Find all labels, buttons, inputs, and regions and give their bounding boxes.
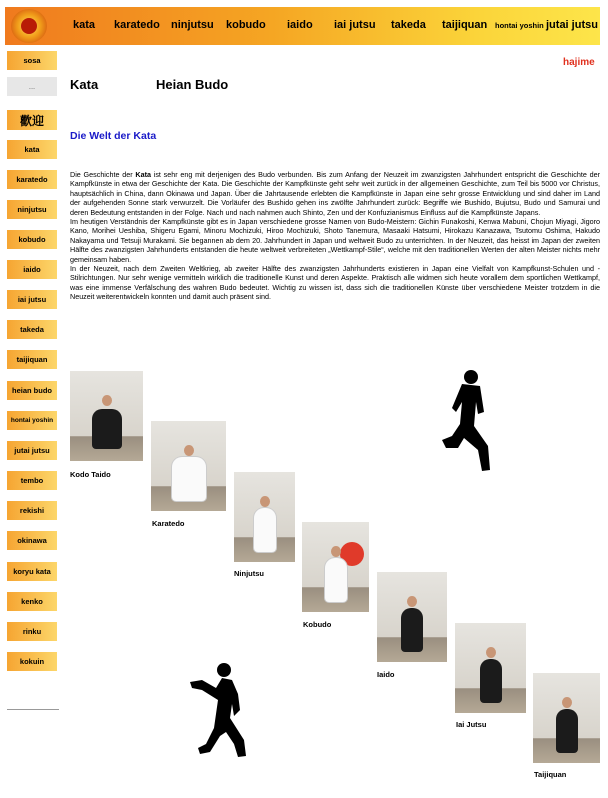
body-text	[70, 170, 600, 302]
figure-head	[184, 445, 194, 456]
page-subtitle: Heian Budo	[156, 77, 229, 92]
caption-iai-jutsu: Iai Jutsu	[456, 720, 487, 729]
figure-head	[331, 546, 341, 557]
paragraph-1-rest: ist sehr eng mit derjenigen des Budo verbunden. Bis zum Anfang der Neuzeit im zwanzigsten Jahrhundert entspricht die Geschichte der Kampfkünste in etwa der Geschichte der Kata. Die Geschichte der Kampfkünste geht sehr weit zurück in der allgemeinen Geschichte, zum Teil bis 5000 vor Christus, hauptsächlich in China, dann Okinawa und Japan. Über die Jahrtausende erlebten die Kampfkünste in Japan eine sehr grosse Entwicklung und sind daher im Land der aufgehenden Sonne stark verwurzelt. Die Vorläufer des Bushido gehen ins zwölfte Jahrhundert zurück: Begriffe wie Bushido, Bujutsu, Budo und Samurai und deren Bedeutung entstanden in der Folge. Nach und nach nahmen auch Shinto, Zen und der Konfuzianismus Einfluss auf die Kampfkünste Japans.	[70, 170, 600, 217]
photo-kodo-taido	[70, 371, 143, 461]
sidebar-item-heian-budo[interactable]: heian budo	[7, 381, 57, 400]
nav-ninjutsu[interactable]: ninjutsu	[171, 19, 214, 31]
figure	[556, 709, 578, 753]
sidebar-item-more[interactable]: ...	[7, 77, 57, 96]
sidebar-item-kobudo[interactable]: kobudo	[7, 230, 57, 249]
caption-iaido: Iaido	[377, 670, 395, 679]
page-title: Kata	[70, 77, 99, 92]
caption-taijiquan: Taijiquan	[534, 770, 567, 779]
sidebar-item-sosa[interactable]: sosa	[7, 51, 57, 70]
figure-head	[486, 647, 496, 658]
figure	[480, 659, 502, 703]
figure-head	[260, 496, 270, 507]
sidebar-item-tembo[interactable]: tembo	[7, 471, 57, 490]
sidebar-item-kenko[interactable]: kenko	[7, 592, 57, 611]
photo-ninjutsu	[234, 472, 295, 562]
nav-taijiquan[interactable]: taijiquan	[442, 19, 488, 31]
sidebar-item-karatedo[interactable]: karatedo	[7, 170, 57, 189]
top-navigation	[5, 7, 600, 45]
photo-iaido	[377, 572, 447, 662]
figure-head	[407, 596, 417, 607]
nav-hontai-yoshin[interactable]: hontai yoshin	[495, 21, 544, 30]
figure-head	[102, 395, 112, 406]
paragraph-2: Im heutigen Verständnis der Kampfkünste gibt es in Japan verschiedene grosse Namen von Budo-Meistern: Gichin Funakoshi, Kenwa Mabuni, Chojun Miyagi, Jigoro Kano, Morihei Ueshiba, Shigeru Egami, Minoru Mochizuki, Hiroo Mochizuki, Shoto Tanemura, Masaaki Hatsumi, Hirokazu Kanazawa, Tsutomu Oshima, Hakudo Nakayama und Tetsuji Murakami. Sie begannen ab dem 20. Jahrhundert in Japan und weltweit Budo zu unterrichten. In der Neuzeit, das heisst im Japan der zweiten Hälfte des zwanzigsten Jahrhunderts entstanden die heute weltweit verbreiteten „Wettkampf-Stile“, welche mit den traditionellen Werten der alten Meister nichts mehr gemeinsam haben.	[70, 217, 600, 264]
figure	[172, 457, 206, 501]
martial-artist-silhouette-icon	[438, 368, 496, 474]
figure	[92, 409, 122, 449]
sidebar-item-koryu-kata[interactable]: koryu kata	[7, 562, 57, 581]
figure	[254, 508, 276, 552]
figure-head	[562, 697, 572, 708]
nav-karatedo[interactable]: karatedo	[114, 19, 160, 31]
nav-kata[interactable]: kata	[73, 19, 96, 31]
paragraph-3: In der Neuzeit, nach dem Zweiten Weltkrieg, ab zweiter Hälfte des zwanzigsten Jahrhunderts existieren in Japan eine Vielfalt von Kampfkunst-Schulen und -Stilrichtungen. Nur sehr wenige vermitteln wirklich die traditionelle Kunst und deren Aspekte. Praktisch alle widmen sich heute vorallem dem sportlichen Wettkampf, was eine immense Verfälschung des wahren Budo bedeutet. Wichtig zu wissen ist, dass sich die traditionellen Künste über verschiedene Meister trotzdem in die Neuzeit weiterentwickeln konnten und damit auch präsent sind.	[70, 264, 600, 302]
paragraph-1	[70, 170, 600, 217]
photo-kobudo	[302, 522, 369, 612]
sidebar-item-hontai-yoshin[interactable]: hontai yoshin	[7, 411, 57, 430]
sidebar-item-okinawa[interactable]: okinawa	[7, 531, 57, 550]
sidebar-item-rekishi[interactable]: rekishi	[7, 501, 57, 520]
photo-karatedo	[151, 421, 226, 511]
nav-iaido[interactable]: iaido	[287, 19, 313, 31]
sidebar-item-taijiquan[interactable]: taijiquan	[7, 350, 57, 369]
sidebar-item-kokuin[interactable]: kokuin	[7, 652, 57, 671]
caption-karatedo: Karatedo	[152, 519, 185, 528]
paragraph-1-bold: Kata	[135, 170, 151, 179]
sidebar-item-welcome[interactable]: 歡迎	[7, 110, 57, 130]
figure	[401, 608, 423, 652]
fighting-stance-silhouette-icon	[188, 660, 248, 760]
paragraph-1-start: Die Geschichte der	[70, 170, 136, 179]
sidebar-item-takeda[interactable]: takeda	[7, 320, 57, 339]
sidebar-item-jutai-jutsu[interactable]: jutai jutsu	[7, 441, 57, 460]
caption-kodo-taido: Kodo Taido	[70, 470, 111, 479]
photo-taijiquan	[533, 673, 600, 763]
caption-kobudo: Kobudo	[303, 620, 332, 629]
hajime-link[interactable]: hajime	[563, 57, 595, 68]
nav-iai-jutsu[interactable]: iai jutsu	[334, 19, 376, 31]
sidebar-item-iai-jutsu[interactable]: iai jutsu	[7, 290, 57, 309]
nav-jutai-jutsu[interactable]: jutai jutsu	[546, 19, 598, 31]
sidebar-item-rinku[interactable]: rinku	[7, 622, 57, 641]
logo-icon[interactable]	[11, 9, 47, 43]
sidebar-item-iaido[interactable]: iaido	[7, 260, 57, 279]
sidebar-divider	[7, 709, 59, 710]
nav-takeda[interactable]: takeda	[391, 19, 426, 31]
nav-kobudo[interactable]: kobudo	[226, 19, 266, 31]
caption-ninjutsu: Ninjutsu	[234, 569, 264, 578]
sidebar-item-kata[interactable]: kata	[7, 140, 57, 159]
photo-iai-jutsu	[455, 623, 526, 713]
figure	[325, 558, 347, 602]
sidebar-item-ninjutsu[interactable]: ninjutsu	[7, 200, 57, 219]
section-title: Die Welt der Kata	[70, 130, 157, 142]
